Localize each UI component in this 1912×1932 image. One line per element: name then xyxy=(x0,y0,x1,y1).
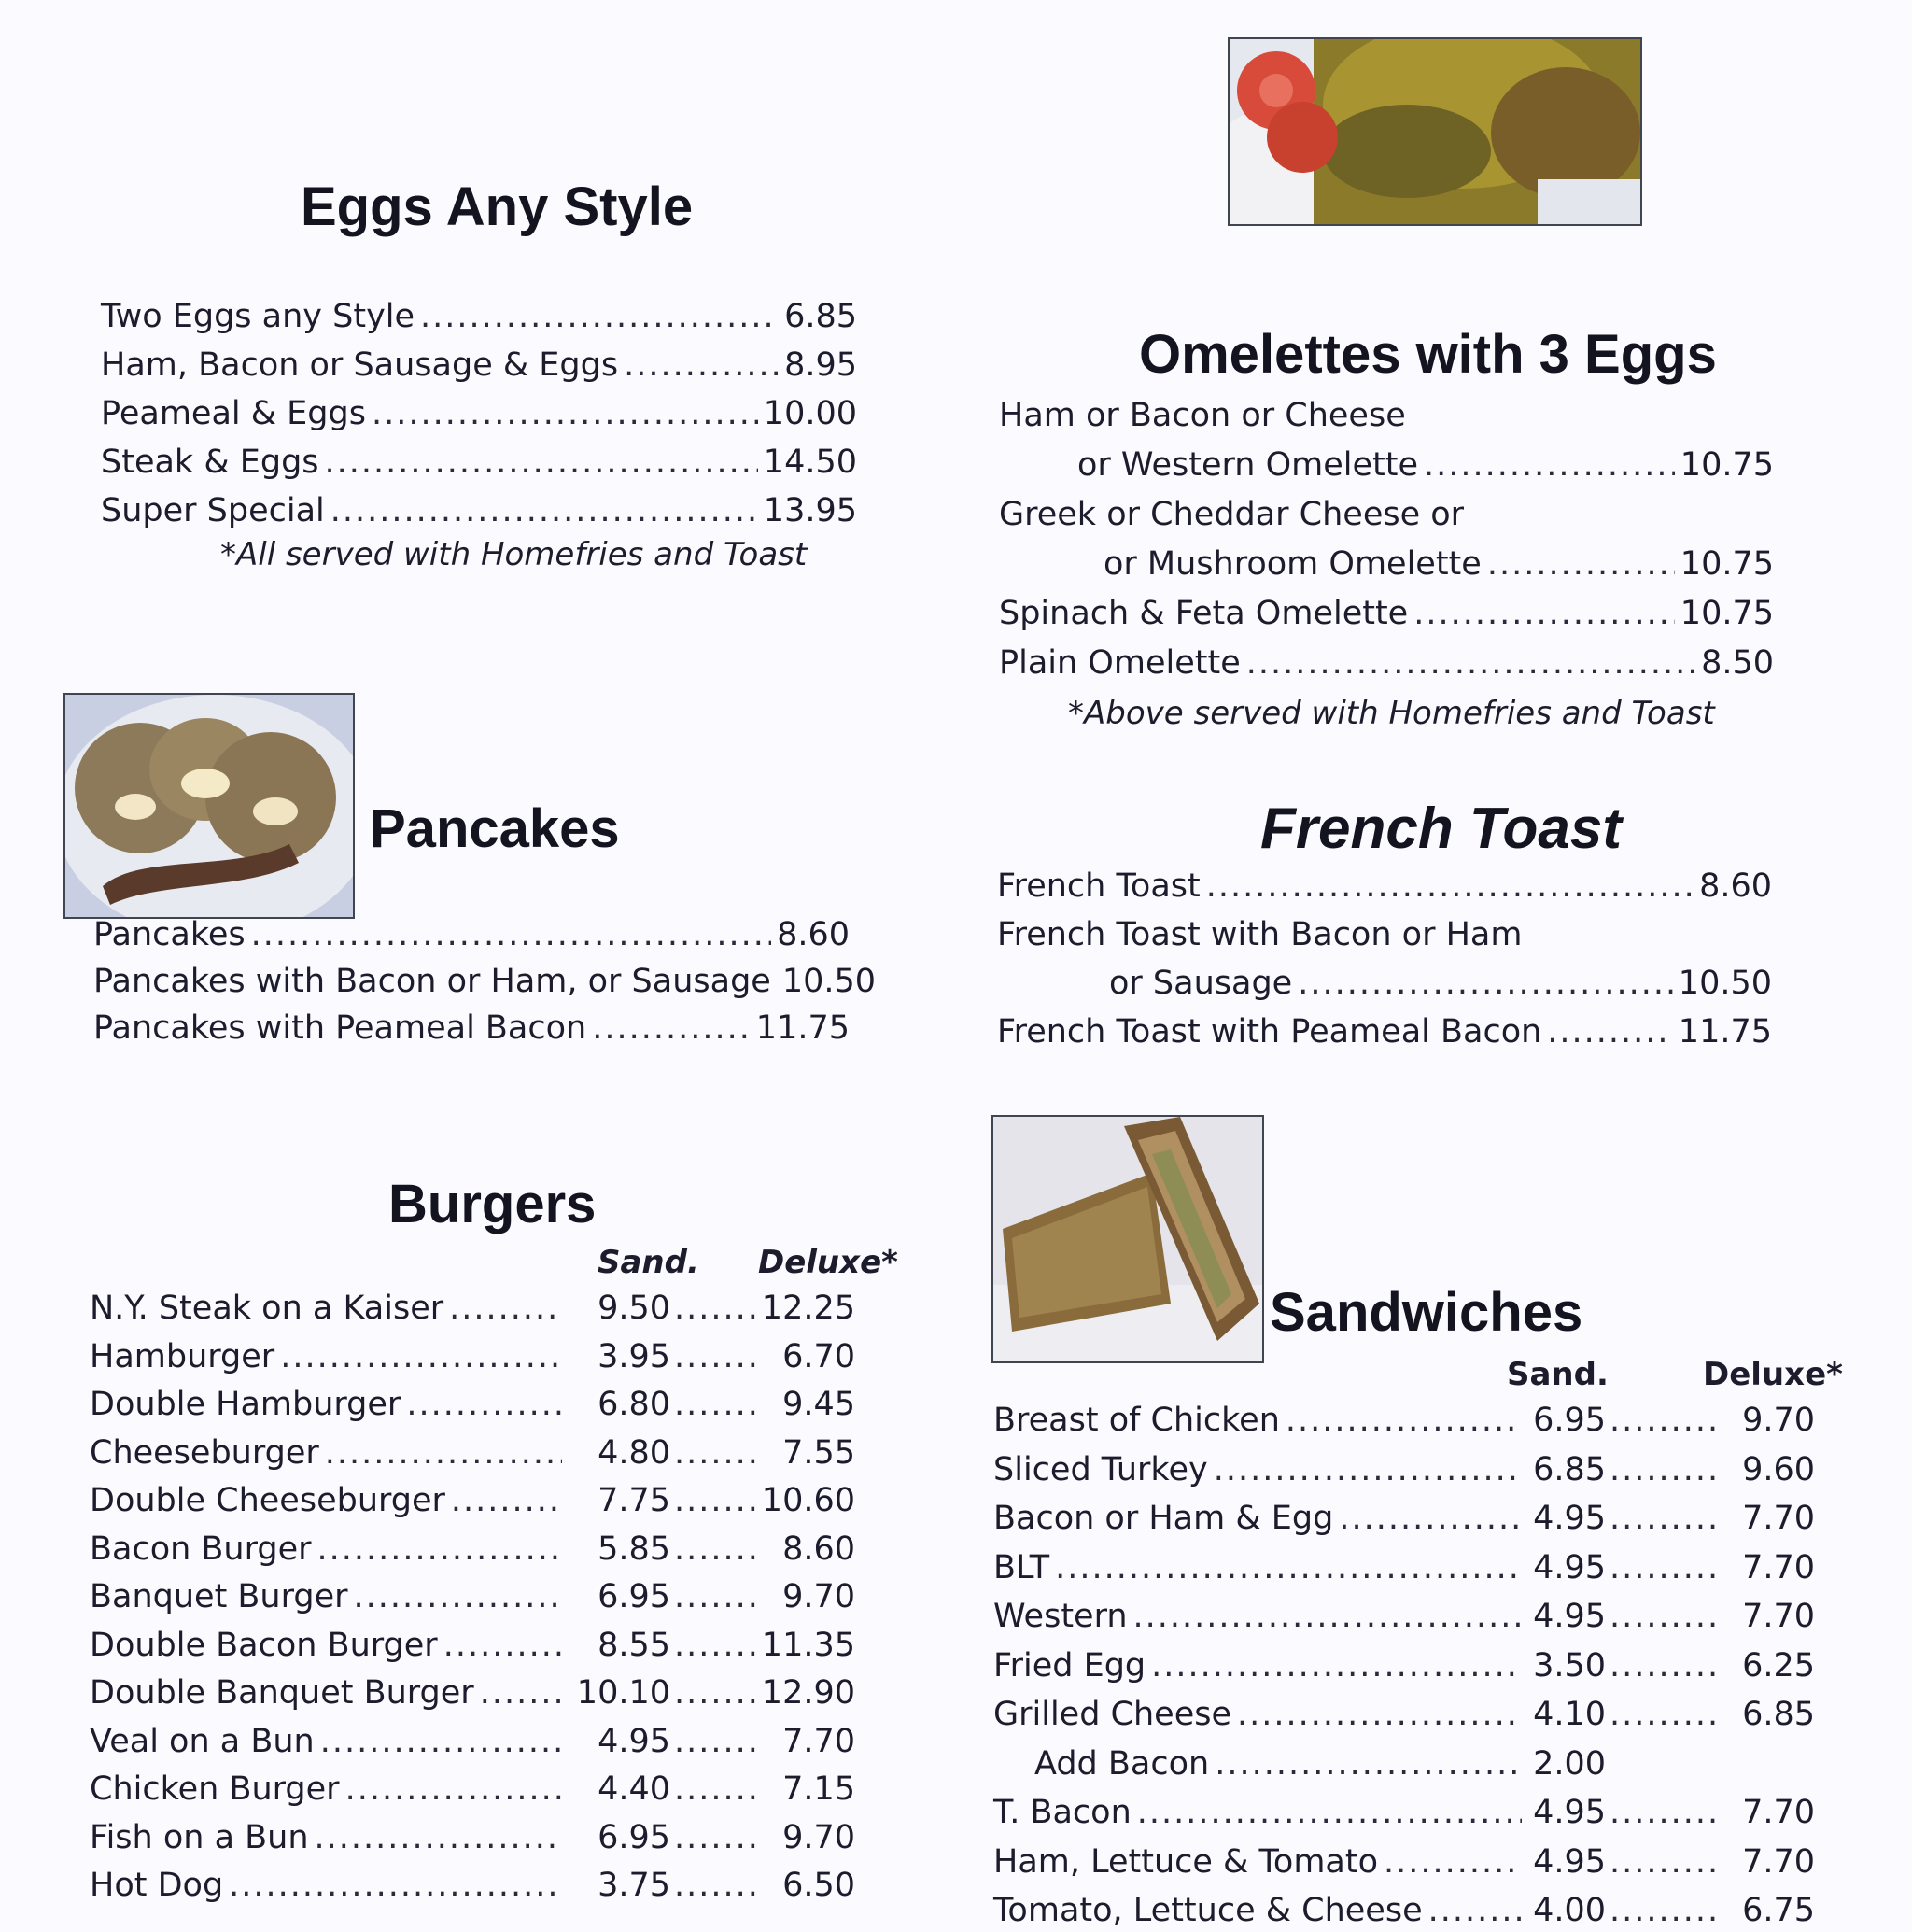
leader-dots xyxy=(674,1479,756,1522)
menu-item xyxy=(93,960,877,1003)
item-name: Western xyxy=(993,1598,1128,1635)
sandwiches-heading: Sandwiches xyxy=(1270,1282,1583,1343)
item-price-sand: 4.95 xyxy=(1533,1500,1606,1537)
menu-item xyxy=(90,1383,855,1426)
leader-dots xyxy=(674,1864,756,1907)
menu-item xyxy=(90,1768,855,1811)
leader-dots xyxy=(354,1575,562,1618)
leader-dots xyxy=(1339,1497,1522,1540)
leader-dots xyxy=(674,1624,756,1667)
menu-item xyxy=(993,1497,1815,1540)
leader-dots xyxy=(320,1720,562,1763)
leader-dots xyxy=(674,1816,756,1859)
leader-dots xyxy=(674,1671,756,1714)
item-name: Hamburger xyxy=(90,1337,275,1375)
item-price-deluxe: 9.70 xyxy=(782,1578,855,1615)
menu-item xyxy=(90,1720,855,1763)
french-toast-heading: French Toast xyxy=(1260,797,1622,861)
leader-dots xyxy=(1610,1448,1720,1491)
leader-dots xyxy=(229,1864,562,1907)
item-price-sand: 4.40 xyxy=(598,1770,670,1808)
item-price-sand: 6.95 xyxy=(1533,1402,1606,1439)
leader-dots xyxy=(451,1479,562,1522)
item-price-deluxe: 6.50 xyxy=(782,1867,855,1904)
leader-dots xyxy=(1428,1889,1522,1932)
item-name: Ham, Lettuce & Tomato xyxy=(993,1842,1379,1881)
item-price: 10.50 xyxy=(1678,965,1772,1002)
item-price-sand: 10.10 xyxy=(576,1674,670,1712)
leader-dots xyxy=(345,1768,562,1811)
leader-dots xyxy=(1610,1840,1720,1883)
item-price-deluxe: 12.90 xyxy=(761,1674,855,1712)
item-price: 14.50 xyxy=(763,444,857,481)
menu-item xyxy=(90,1287,855,1330)
menu-item xyxy=(93,913,850,956)
item-price: 10.75 xyxy=(1680,545,1774,583)
item-price-sand: 6.80 xyxy=(598,1386,670,1423)
item-price-deluxe: 7.70 xyxy=(1742,1842,1815,1881)
menu-item xyxy=(101,441,857,484)
menu-item xyxy=(997,865,1772,908)
menu-item-line: Ham or Bacon or Cheese xyxy=(999,397,1406,434)
leader-dots xyxy=(592,1007,751,1050)
item-name: Cheeseburger xyxy=(90,1433,319,1472)
menu-item xyxy=(1104,543,1774,585)
item-price-sand: 2.00 xyxy=(1533,1744,1606,1783)
menu-item xyxy=(993,1644,1815,1687)
menu-item xyxy=(93,1007,850,1050)
item-price-sand: 6.95 xyxy=(598,1578,670,1615)
leader-dots xyxy=(1298,962,1673,1005)
menu-item xyxy=(1109,962,1772,1005)
menu-item xyxy=(101,295,857,338)
item-name: French Toast with Peameal Bacon xyxy=(997,1013,1542,1051)
item-name: Chicken Burger xyxy=(90,1770,340,1808)
item-price-sand: 4.95 xyxy=(1533,1548,1606,1586)
item-price: 8.60 xyxy=(1699,867,1772,905)
item-price-deluxe: 6.70 xyxy=(782,1337,855,1375)
leader-dots xyxy=(1610,1546,1720,1589)
menu-item xyxy=(101,392,857,435)
leader-dots xyxy=(1237,1693,1522,1736)
item-price: 10.00 xyxy=(763,395,857,432)
menu-item xyxy=(90,1816,855,1859)
item-price: 8.60 xyxy=(777,916,850,953)
item-price-deluxe: 7.70 xyxy=(1742,1598,1815,1635)
item-price-deluxe: 6.25 xyxy=(1742,1646,1815,1685)
menu-item xyxy=(1034,1742,1815,1785)
item-price-sand: 3.75 xyxy=(598,1867,670,1904)
item-price-deluxe: 7.55 xyxy=(782,1433,855,1472)
menu-item xyxy=(90,1335,855,1378)
item-price-sand: 9.50 xyxy=(598,1290,670,1327)
leader-dots xyxy=(325,1431,562,1474)
sandwich-photo xyxy=(991,1115,1264,1363)
item-name: Banquet Burger xyxy=(90,1578,348,1615)
leader-dots xyxy=(674,1575,756,1618)
leader-dots xyxy=(443,1624,562,1667)
item-price-sand: 7.75 xyxy=(598,1482,670,1519)
eggs-heading: Eggs Any Style xyxy=(301,176,694,237)
leader-dots xyxy=(674,1431,756,1474)
item-name: Double Hamburger xyxy=(90,1386,401,1423)
burgers-col-deluxe: Deluxe* xyxy=(758,1244,898,1281)
pancakes-image xyxy=(65,695,353,917)
item-name: Pancakes with Bacon or Ham, or Sausage xyxy=(93,963,771,1000)
item-price-deluxe: 8.60 xyxy=(782,1530,855,1568)
item-price-sand: 5.85 xyxy=(598,1530,670,1568)
leader-dots xyxy=(1424,444,1675,487)
leader-dots xyxy=(330,489,758,532)
leader-dots xyxy=(1610,1791,1720,1834)
menu-item xyxy=(993,1840,1815,1883)
menu-item xyxy=(90,1575,855,1618)
menu-item xyxy=(993,1693,1815,1736)
leader-dots xyxy=(1610,1399,1720,1442)
item-price-deluxe: 7.70 xyxy=(1742,1794,1815,1831)
omelette-image xyxy=(1230,39,1640,224)
menu-item xyxy=(90,1431,855,1474)
leader-dots xyxy=(406,1383,562,1426)
item-name: or Western Omelette xyxy=(1077,446,1419,484)
item-name: Ham, Bacon or Sausage & Eggs xyxy=(101,346,619,384)
item-price-deluxe: 7.70 xyxy=(782,1722,855,1760)
item-price-deluxe: 9.70 xyxy=(1742,1402,1815,1439)
pancakes-heading: Pancakes xyxy=(370,798,620,859)
item-name: Hot Dog xyxy=(90,1867,224,1904)
burgers-heading: Burgers xyxy=(388,1174,597,1234)
item-name: Spinach & Feta Omelette xyxy=(999,595,1409,632)
leader-dots xyxy=(1215,1742,1522,1785)
item-name: Super Special xyxy=(101,492,325,529)
leader-dots xyxy=(1610,1889,1720,1932)
leader-dots xyxy=(480,1671,562,1714)
leader-dots xyxy=(1246,642,1695,684)
leader-dots xyxy=(1384,1840,1522,1883)
item-name: Tomato, Lettuce & Cheese xyxy=(993,1892,1423,1929)
leader-dots xyxy=(1487,543,1675,585)
item-price: 11.75 xyxy=(755,1009,850,1047)
item-name: BLT xyxy=(993,1548,1050,1586)
item-name: Peameal & Eggs xyxy=(101,395,366,432)
item-name: Double Banquet Burger xyxy=(90,1674,474,1712)
item-price: 11.75 xyxy=(1678,1013,1772,1051)
item-name: Bacon or Ham & Egg xyxy=(993,1500,1334,1537)
leader-dots xyxy=(1206,865,1694,908)
item-name: or Mushroom Omelette xyxy=(1104,545,1482,583)
menu-item xyxy=(999,592,1774,635)
leader-dots xyxy=(1610,1595,1720,1638)
menu-item xyxy=(993,1448,1815,1491)
leader-dots xyxy=(674,1528,756,1571)
leader-dots xyxy=(325,441,758,484)
item-name: Breast of Chicken xyxy=(993,1402,1280,1439)
item-price-sand: 3.95 xyxy=(598,1337,670,1375)
item-price: 8.95 xyxy=(784,346,857,384)
item-name: French Toast xyxy=(997,867,1201,905)
menu-item xyxy=(101,489,857,532)
item-price: 10.75 xyxy=(1680,595,1774,632)
item-price-deluxe: 9.60 xyxy=(1742,1450,1815,1488)
item-price-deluxe: 7.15 xyxy=(782,1770,855,1808)
menu-item xyxy=(999,642,1774,684)
item-price-deluxe: 6.85 xyxy=(1742,1696,1815,1733)
item-name: Sliced Turkey xyxy=(993,1450,1208,1488)
item-name: Add Bacon xyxy=(1034,1744,1210,1783)
item-price-sand: 6.95 xyxy=(598,1818,670,1856)
menu-item-line: Greek or Cheddar Cheese or xyxy=(999,496,1465,533)
leader-dots xyxy=(315,1816,562,1859)
menu-item-line: French Toast with Bacon or Ham xyxy=(997,916,1523,953)
item-price-deluxe: 10.60 xyxy=(761,1482,855,1519)
menu-item xyxy=(101,344,857,387)
item-price: 8.50 xyxy=(1701,644,1774,682)
menu-item xyxy=(90,1671,855,1714)
item-price-deluxe: 11.35 xyxy=(761,1626,855,1664)
leader-dots xyxy=(1610,1644,1720,1687)
leader-dots xyxy=(1137,1791,1522,1834)
item-price: 10.50 xyxy=(781,963,877,1000)
item-price: 6.85 xyxy=(784,298,857,335)
menu-item xyxy=(997,1010,1772,1053)
eggs-note: *All served with Homefries and Toast xyxy=(220,536,808,573)
menu-item xyxy=(993,1889,1815,1932)
leader-dots xyxy=(1610,1497,1720,1540)
menu-item xyxy=(90,1864,855,1907)
leader-dots xyxy=(1055,1546,1522,1589)
menu-item xyxy=(90,1528,855,1571)
leader-dots xyxy=(449,1287,562,1330)
item-name: Two Eggs any Style xyxy=(101,298,415,335)
item-price-deluxe: 12.25 xyxy=(761,1290,855,1327)
menu-item xyxy=(993,1399,1815,1442)
leader-dots xyxy=(1133,1595,1522,1638)
item-name: Veal on a Bun xyxy=(90,1722,315,1760)
leader-dots xyxy=(372,392,758,435)
item-name: Pancakes with Peameal Bacon xyxy=(93,1009,587,1047)
item-name: T. Bacon xyxy=(993,1794,1132,1831)
menu-item xyxy=(993,1595,1815,1638)
menu-item xyxy=(1077,444,1774,487)
burgers-col-sand: Sand. xyxy=(598,1244,699,1281)
item-name: N.Y. Steak on a Kaiser xyxy=(90,1290,444,1327)
sandwiches-col-sand: Sand. xyxy=(1507,1356,1609,1393)
menu-item xyxy=(993,1791,1815,1834)
pancakes-photo xyxy=(63,693,355,919)
leader-dots xyxy=(1286,1399,1522,1442)
item-price-sand: 3.50 xyxy=(1533,1646,1606,1685)
item-price: 10.75 xyxy=(1680,446,1774,484)
leader-dots xyxy=(317,1528,562,1571)
item-name: Plain Omelette xyxy=(999,644,1241,682)
menu-item xyxy=(993,1546,1815,1589)
leader-dots xyxy=(674,1335,756,1378)
leader-dots xyxy=(420,295,779,338)
item-price-sand: 8.55 xyxy=(598,1626,670,1664)
item-name: Steak & Eggs xyxy=(101,444,319,481)
item-price-sand: 4.95 xyxy=(1533,1794,1606,1831)
item-name: or Sausage xyxy=(1109,965,1293,1002)
leader-dots xyxy=(674,1383,756,1426)
item-price-sand: 4.95 xyxy=(1533,1598,1606,1635)
omelettes-heading: Omelettes with 3 Eggs xyxy=(1139,324,1717,385)
item-price-deluxe: 7.70 xyxy=(1742,1500,1815,1537)
leader-dots xyxy=(1413,592,1675,635)
item-price-deluxe: 6.75 xyxy=(1742,1892,1815,1929)
leader-dots xyxy=(674,1287,756,1330)
item-price-sand: 4.00 xyxy=(1533,1892,1606,1929)
leader-dots xyxy=(251,913,771,956)
item-name: Fried Egg xyxy=(993,1646,1146,1685)
leader-dots xyxy=(280,1335,562,1378)
leader-dots xyxy=(674,1768,756,1811)
leader-dots xyxy=(624,344,779,387)
sandwiches-col-deluxe: Deluxe* xyxy=(1703,1356,1843,1393)
menu-item xyxy=(90,1479,855,1522)
item-name: Pancakes xyxy=(93,916,246,953)
leader-dots xyxy=(674,1720,756,1763)
item-price: 13.95 xyxy=(763,492,857,529)
sandwich-image xyxy=(993,1117,1262,1361)
item-name: Double Cheeseburger xyxy=(90,1482,445,1519)
item-price-sand: 4.10 xyxy=(1533,1696,1606,1733)
item-price-sand: 6.85 xyxy=(1533,1450,1606,1488)
leader-dots xyxy=(1610,1693,1720,1736)
item-name: Bacon Burger xyxy=(90,1530,312,1568)
leader-dots xyxy=(1214,1448,1522,1491)
item-price-sand: 4.95 xyxy=(1533,1842,1606,1881)
menu-item xyxy=(90,1624,855,1667)
item-price-sand: 4.95 xyxy=(598,1722,670,1760)
omelette-photo xyxy=(1228,37,1642,226)
item-price-deluxe: 7.70 xyxy=(1742,1548,1815,1586)
item-name: Fish on a Bun xyxy=(90,1818,309,1856)
leader-dots xyxy=(1547,1010,1673,1053)
item-price-deluxe: 9.70 xyxy=(782,1818,855,1856)
item-price-deluxe: 9.45 xyxy=(782,1386,855,1423)
omelettes-note: *Above served with Homefries and Toast xyxy=(1068,695,1715,732)
item-name: Double Bacon Burger xyxy=(90,1626,438,1664)
leader-dots xyxy=(1151,1644,1522,1687)
item-name: Grilled Cheese xyxy=(993,1696,1232,1733)
item-price-sand: 4.80 xyxy=(598,1433,670,1472)
